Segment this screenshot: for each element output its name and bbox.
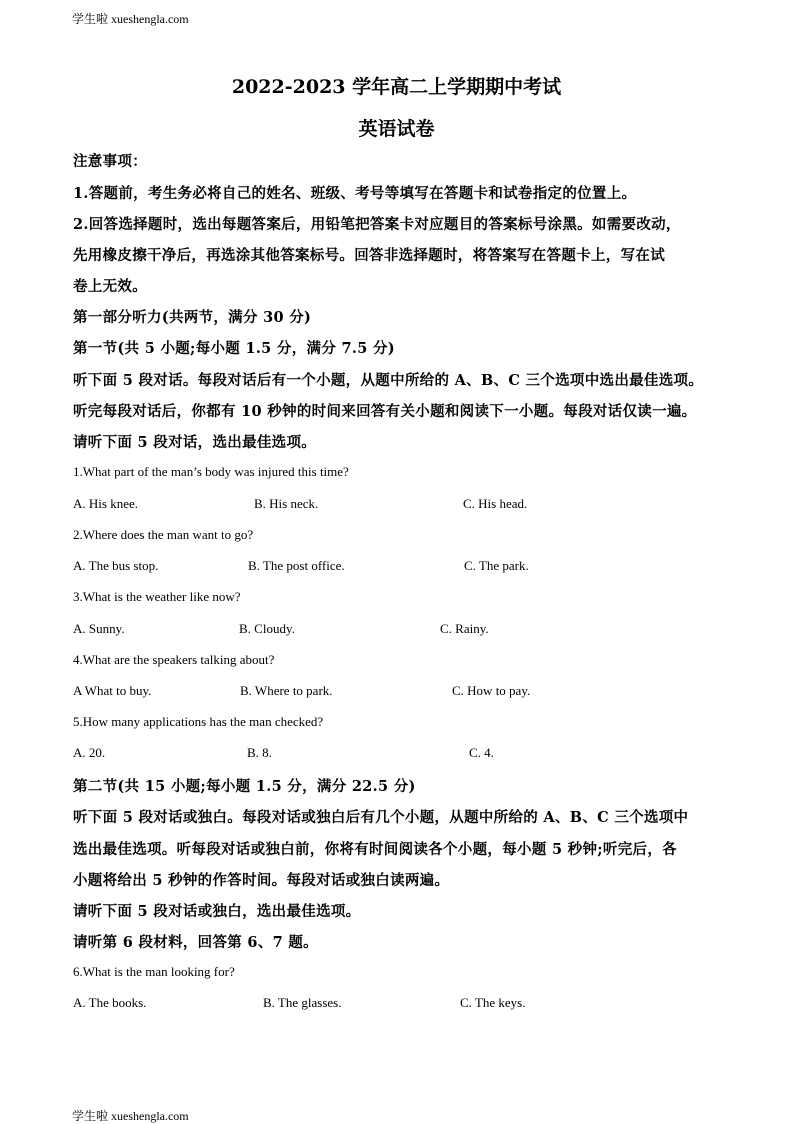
question-1: 1.What part of the man’s body was injured this time? (73, 464, 349, 479)
material-6-instruction: 请听第 6 段材料，回答第 6、7 题。 (73, 934, 318, 951)
question-3-option-a: A. Sunny. (73, 621, 125, 636)
question-5: 5.How many applications has the man checked? (73, 714, 324, 729)
watermark-bottom: 学生啦 xueshengla.com (72, 1109, 189, 1123)
section2-instruction-4: 请听下面 5 段对话或独白，选出最佳选项。 (73, 903, 361, 920)
section2-heading: 第二节(共 15 小题;每小题 1.5 分，满分 22.5 分) (73, 778, 416, 795)
notes-heading: 注意事项： (73, 153, 147, 170)
question-5-option-c: C. 4. (469, 745, 494, 760)
section1-instruction-3: 请听下面 5 段对话，选出最佳选项。 (73, 434, 317, 451)
question-3-option-b: B. Cloudy. (239, 621, 295, 636)
question-2-option-c: C. The park. (464, 558, 529, 573)
question-4: 4.What are the speakers talking about? (73, 652, 275, 667)
question-3: 3.What is the weather like now? (73, 589, 241, 604)
notes-item-1: 1.答题前，考生务必将自己的姓名、班级、考号等填写在答题卡和试卷指定的位置上。 (73, 185, 637, 202)
notes-item-2-line-1: 2.回答选择题时，选出每题答案后，用铅笔把答案卡对应题目的答案标号涂黑。如需要改动， (73, 216, 681, 233)
question-3-option-c: C. Rainy. (440, 621, 489, 636)
question-6-option-a: A. The books. (73, 995, 147, 1010)
notes-item-2-line-2: 先用橡皮擦干净后，再选涂其他答案标号。回答非选择题时，将答案写在答题卡上，写在试 (73, 247, 665, 264)
question-6-option-c: C. The keys. (460, 995, 526, 1010)
section2-instruction-1: 听下面 5 段对话或独白。每段对话或独白后有几个小题，从题中所给的 A、B、C 三个选项中 (73, 809, 689, 826)
question-6-option-b: B. The glasses. (263, 995, 342, 1010)
question-4-option-a: A What to buy. (73, 683, 152, 698)
section1-heading: 第一节(共 5 小题;每小题 1.5 分，满分 7.5 分) (73, 340, 395, 357)
question-5-option-a: A. 20. (73, 745, 106, 760)
exam-title: 2022-2023 学年高二上学期期中考试 (231, 76, 562, 98)
notes-item-2-line-3: 卷上无效。 (73, 278, 147, 295)
part1-heading: 第一部分听力(共两节，满分 30 分) (73, 309, 312, 326)
section2-instruction-2: 选出最佳选项。听每段对话或独白前，你将有时间阅读各个小题，每小题 5 秒钟;听完后，各 (73, 841, 677, 858)
section1-instruction-2: 听完每段对话后，你都有 10 秒钟的时间来回答有关小题和阅读下一小题。每段对话仅读一遍。 (73, 403, 697, 420)
question-1-option-b: B. His neck. (254, 496, 319, 511)
section2-instruction-3: 小题将给出 5 秒钟的作答时间。每段对话或独白读两遍。 (73, 872, 450, 889)
watermark-top: 学生啦 xueshengla.com (72, 12, 189, 26)
question-2: 2.Where does the man want to go? (73, 527, 254, 542)
question-5-option-b: B. 8. (247, 745, 272, 760)
question-2-option-b: B. The post office. (248, 558, 345, 573)
question-4-option-b: B. Where to park. (240, 683, 333, 698)
question-2-option-a: A. The bus stop. (73, 558, 159, 573)
exam-subtitle: 英语试卷 (358, 118, 435, 140)
question-1-option-c: C. His head. (463, 496, 528, 511)
question-4-option-c: C. How to pay. (452, 683, 531, 698)
section1-instruction-1: 听下面 5 段对话。每段对话后有一个小题，从题中所给的 A、B、C 三个选项中选出最佳选项。 (73, 372, 704, 389)
question-6: 6.What is the man looking for? (73, 964, 235, 979)
question-1-option-a: A. His knee. (73, 496, 138, 511)
